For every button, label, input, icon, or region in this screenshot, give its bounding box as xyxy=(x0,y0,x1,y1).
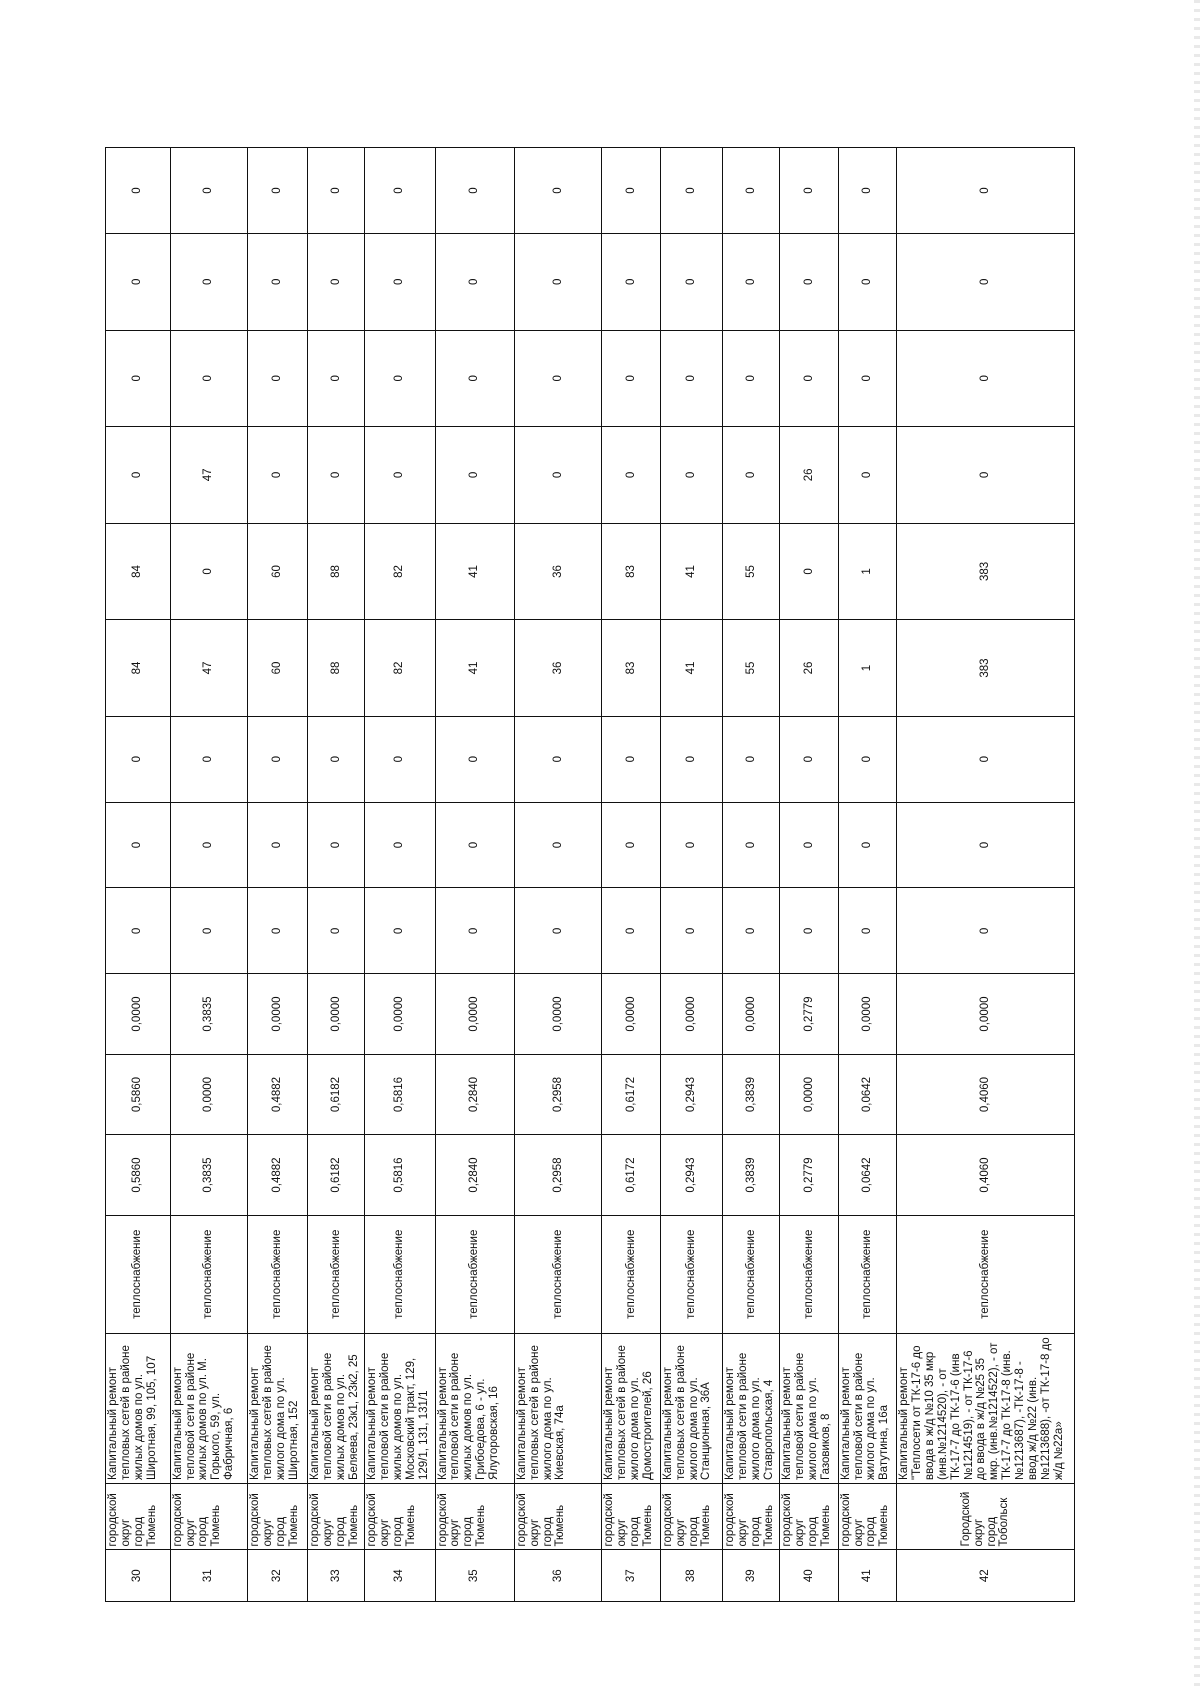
cell-v9: 0 xyxy=(897,427,1075,524)
cell-v6: 0 xyxy=(897,716,1075,802)
cell-v11: 0 xyxy=(247,233,308,330)
cell-v11: 0 xyxy=(897,233,1075,330)
cell-v10: 0 xyxy=(308,330,365,427)
cell-v9: 0 xyxy=(435,427,514,524)
table-row xyxy=(247,148,308,1602)
cell-v5: 0 xyxy=(435,802,514,888)
cell-type: теплоснабжение xyxy=(660,1215,723,1333)
cell-v2: 0,0000 xyxy=(170,1054,247,1134)
cell-v6: 0 xyxy=(723,716,780,802)
scan-edge-artifact xyxy=(1194,0,1200,1686)
cell-v2: 0,5816 xyxy=(365,1054,435,1134)
cell-v3: 0,0000 xyxy=(106,974,171,1054)
table-row xyxy=(838,148,896,1602)
cell-v8: 88 xyxy=(308,523,365,620)
cell-v2: 0,6172 xyxy=(602,1054,660,1134)
cell-no: 40 xyxy=(780,1550,838,1602)
cell-desc: Капитальный ремонт тепловой сети в районе жилых домов по ул. Московский тракт, 129, 129/1, 131, 131/1 xyxy=(365,1333,435,1483)
cell-v12: 0 xyxy=(723,148,780,234)
table-row xyxy=(308,148,365,1602)
cell-no: 31 xyxy=(170,1550,247,1602)
table-container xyxy=(105,147,1075,1602)
cell-v11: 0 xyxy=(435,233,514,330)
cell-v8: 55 xyxy=(723,523,780,620)
cell-desc: Капитальный ремонт тепловой сети в районе жилого дома по ул. Ставропольская, 4 xyxy=(723,1333,780,1483)
cell-v6: 0 xyxy=(838,716,896,802)
cell-v4: 0 xyxy=(106,888,171,974)
cell-v12: 0 xyxy=(365,148,435,234)
cell-v2: 0,0642 xyxy=(838,1054,896,1134)
cell-v7: 41 xyxy=(435,620,514,717)
cell-v6: 0 xyxy=(247,716,308,802)
cell-v8: 60 xyxy=(247,523,308,620)
cell-v9: 0 xyxy=(723,427,780,524)
cell-v1: 0,4060 xyxy=(897,1135,1075,1215)
cell-mun: городской округ город Тюмень xyxy=(247,1483,308,1550)
cell-type: теплоснабжение xyxy=(897,1215,1075,1333)
cell-no: 42 xyxy=(897,1550,1075,1602)
cell-v10: 0 xyxy=(435,330,514,427)
cell-v6: 0 xyxy=(365,716,435,802)
cell-v4: 0 xyxy=(602,888,660,974)
cell-v11: 0 xyxy=(660,233,723,330)
cell-v6: 0 xyxy=(602,716,660,802)
cell-desc: Капитальный ремонт тепловых сетей в районе жилого дома по ул. Киевская, 74а xyxy=(514,1333,602,1483)
cell-desc: Капитальный ремонт тепловой сети в районе жилого дома по ул. Ватутина, 16а xyxy=(838,1333,896,1483)
cell-v3: 0,0000 xyxy=(435,974,514,1054)
cell-v10: 0 xyxy=(514,330,602,427)
table-row xyxy=(602,148,660,1602)
cell-v4: 0 xyxy=(247,888,308,974)
cell-v8: 82 xyxy=(365,523,435,620)
cell-desc: Капитальный ремонт тепловой сети в районе жилых домов по ул. Беляева, 23к1, 23к2, 25 xyxy=(308,1333,365,1483)
table-body xyxy=(106,148,1075,1602)
cell-no: 39 xyxy=(723,1550,780,1602)
cell-v7: 26 xyxy=(780,620,838,717)
cell-v8: 0 xyxy=(170,523,247,620)
cell-v5: 0 xyxy=(897,802,1075,888)
cell-desc: Капитальный ремонт тепловых сетей в районе жилого дома по ул. Широтная, 152 xyxy=(247,1333,308,1483)
cell-v7: 47 xyxy=(170,620,247,717)
cell-v7: 55 xyxy=(723,620,780,717)
cell-v11: 0 xyxy=(170,233,247,330)
cell-v12: 0 xyxy=(435,148,514,234)
cell-v3: 0,0000 xyxy=(602,974,660,1054)
cell-v4: 0 xyxy=(365,888,435,974)
cell-v9: 0 xyxy=(106,427,171,524)
cell-desc: Капитальный ремонт тепловых сетей в районе жилого дома по ул. Станционная, 36А xyxy=(660,1333,723,1483)
cell-v12: 0 xyxy=(247,148,308,234)
cell-no: 38 xyxy=(660,1550,723,1602)
cell-v7: 60 xyxy=(247,620,308,717)
cell-v1: 0,2943 xyxy=(660,1135,723,1215)
cell-v5: 0 xyxy=(308,802,365,888)
cell-v7: 36 xyxy=(514,620,602,717)
cell-type: теплоснабжение xyxy=(247,1215,308,1333)
cell-no: 37 xyxy=(602,1550,660,1602)
cell-v11: 0 xyxy=(106,233,171,330)
cell-v7: 84 xyxy=(106,620,171,717)
cell-v4: 0 xyxy=(514,888,602,974)
cell-v3: 0,0000 xyxy=(897,974,1075,1054)
cell-mun: городской округ город Тюмень xyxy=(723,1483,780,1550)
cell-v12: 0 xyxy=(170,148,247,234)
cell-v2: 0,3839 xyxy=(723,1054,780,1134)
cell-v1: 0,0642 xyxy=(838,1135,896,1215)
cell-mun: городской округ город Тюмень xyxy=(780,1483,838,1550)
cell-v4: 0 xyxy=(435,888,514,974)
cell-mun: городской округ город Тюмень xyxy=(170,1483,247,1550)
cell-v11: 0 xyxy=(723,233,780,330)
cell-v2: 0,4882 xyxy=(247,1054,308,1134)
cell-v2: 0,2958 xyxy=(514,1054,602,1134)
cell-v6: 0 xyxy=(435,716,514,802)
cell-v12: 0 xyxy=(514,148,602,234)
cell-v8: 383 xyxy=(897,523,1075,620)
cell-v9: 0 xyxy=(514,427,602,524)
cell-no: 41 xyxy=(838,1550,896,1602)
cell-v11: 0 xyxy=(838,233,896,330)
cell-v2: 0,2840 xyxy=(435,1054,514,1134)
cell-no: 35 xyxy=(435,1550,514,1602)
cell-v8: 83 xyxy=(602,523,660,620)
cell-type: теплоснабжение xyxy=(514,1215,602,1333)
cell-v3: 0,0000 xyxy=(365,974,435,1054)
table-row xyxy=(514,148,602,1602)
cell-v2: 0,0000 xyxy=(780,1054,838,1134)
cell-v8: 1 xyxy=(838,523,896,620)
cell-v9: 0 xyxy=(365,427,435,524)
cell-v1: 0,4882 xyxy=(247,1135,308,1215)
cell-no: 33 xyxy=(308,1550,365,1602)
cell-v11: 0 xyxy=(780,233,838,330)
cell-mun: городской округ город Тюмень xyxy=(106,1483,171,1550)
repair-program-table xyxy=(105,147,1075,1602)
cell-v1: 0,6172 xyxy=(602,1135,660,1215)
cell-type: теплоснабжение xyxy=(780,1215,838,1333)
cell-v4: 0 xyxy=(897,888,1075,974)
cell-v12: 0 xyxy=(897,148,1075,234)
cell-v9: 0 xyxy=(247,427,308,524)
cell-v8: 0 xyxy=(780,523,838,620)
cell-v3: 0,0000 xyxy=(247,974,308,1054)
cell-v5: 0 xyxy=(106,802,171,888)
cell-v7: 83 xyxy=(602,620,660,717)
cell-desc: Капитальный ремонт тепловой сети в районе жилого дома по ул. Газовиков, 8 xyxy=(780,1333,838,1483)
cell-v9: 47 xyxy=(170,427,247,524)
cell-v10: 0 xyxy=(780,330,838,427)
cell-v1: 0,3839 xyxy=(723,1135,780,1215)
cell-mun: городской округ город Тюмень xyxy=(435,1483,514,1550)
cell-v7: 1 xyxy=(838,620,896,717)
cell-v10: 0 xyxy=(602,330,660,427)
cell-type: теплоснабжение xyxy=(723,1215,780,1333)
cell-type: теплоснабжение xyxy=(602,1215,660,1333)
cell-v6: 0 xyxy=(780,716,838,802)
cell-v8: 36 xyxy=(514,523,602,620)
cell-v1: 0,5816 xyxy=(365,1135,435,1215)
cell-v10: 0 xyxy=(106,330,171,427)
cell-mun: городской округ город Тюмень xyxy=(308,1483,365,1550)
cell-v7: 383 xyxy=(897,620,1075,717)
cell-v2: 0,4060 xyxy=(897,1054,1075,1134)
cell-desc: Капитальный ремонт тепловых сетей в районе жилого дома по ул. Домостроителей, 26 xyxy=(602,1333,660,1483)
cell-v3: 0,0000 xyxy=(514,974,602,1054)
cell-v6: 0 xyxy=(660,716,723,802)
cell-v1: 0,2779 xyxy=(780,1135,838,1215)
cell-v12: 0 xyxy=(780,148,838,234)
table-row xyxy=(365,148,435,1602)
cell-v3: 0,0000 xyxy=(838,974,896,1054)
cell-v9: 0 xyxy=(660,427,723,524)
cell-v9: 0 xyxy=(308,427,365,524)
table-row xyxy=(106,148,171,1602)
cell-v2: 0,2943 xyxy=(660,1054,723,1134)
cell-mun: городской округ город Тюмень xyxy=(365,1483,435,1550)
cell-v6: 0 xyxy=(106,716,171,802)
cell-type: теплоснабжение xyxy=(106,1215,171,1333)
cell-v2: 0,6182 xyxy=(308,1054,365,1134)
cell-v11: 0 xyxy=(514,233,602,330)
cell-v7: 82 xyxy=(365,620,435,717)
cell-v1: 0,3835 xyxy=(170,1135,247,1215)
cell-v5: 0 xyxy=(514,802,602,888)
cell-v8: 84 xyxy=(106,523,171,620)
cell-v1: 0,2958 xyxy=(514,1135,602,1215)
cell-v12: 0 xyxy=(660,148,723,234)
cell-desc: Капитальный ремонт тепловой сети в районе жилых домов по ул. М. Горького, 59, ул. Фабричная, 6 xyxy=(170,1333,247,1483)
cell-v4: 0 xyxy=(838,888,896,974)
cell-v11: 0 xyxy=(308,233,365,330)
cell-v6: 0 xyxy=(170,716,247,802)
cell-v4: 0 xyxy=(780,888,838,974)
cell-type: теплоснабжение xyxy=(838,1215,896,1333)
cell-no: 34 xyxy=(365,1550,435,1602)
cell-v9: 0 xyxy=(838,427,896,524)
cell-mun: городской округ город Тюмень xyxy=(660,1483,723,1550)
cell-desc: Капитальный ремонт "Теплосети от ТК-17-6 до ввода в ж/д №10 35 мкр (инв.№1214520), - от ТК-17-7 до ТК-17-6 (инв №1214519), - от ТК-17-6 до ввода в ж/д №25 35 мкр. (инв.№1214522), - от ТК-17-7 до ТК-17-8 (инв.№1213687), -ТК-17-8 - ввод ж/д №22 (инв.№1213688), -от ТК-17-8 до ж/д №22а» xyxy=(897,1333,1075,1483)
cell-v12: 0 xyxy=(106,148,171,234)
cell-v5: 0 xyxy=(365,802,435,888)
cell-desc: Капитальный ремонт тепловых сетей в районе жилых домов по ул. Широтная, 99, 105, 107 xyxy=(106,1333,171,1483)
cell-v5: 0 xyxy=(780,802,838,888)
cell-v5: 0 xyxy=(660,802,723,888)
cell-v12: 0 xyxy=(308,148,365,234)
cell-v4: 0 xyxy=(723,888,780,974)
cell-v8: 41 xyxy=(435,523,514,620)
cell-v5: 0 xyxy=(723,802,780,888)
cell-v10: 0 xyxy=(838,330,896,427)
table-row xyxy=(897,148,1075,1602)
cell-no: 36 xyxy=(514,1550,602,1602)
cell-type: теплоснабжение xyxy=(308,1215,365,1333)
table-row xyxy=(435,148,514,1602)
cell-mun: городской округ город Тюмень xyxy=(838,1483,896,1550)
table-row xyxy=(723,148,780,1602)
cell-no: 30 xyxy=(106,1550,171,1602)
cell-v5: 0 xyxy=(247,802,308,888)
cell-v10: 0 xyxy=(247,330,308,427)
cell-mun: городской округ город Тюмень xyxy=(514,1483,602,1550)
cell-v1: 0,5860 xyxy=(106,1135,171,1215)
cell-v3: 0,3835 xyxy=(170,974,247,1054)
cell-v11: 0 xyxy=(365,233,435,330)
cell-v12: 0 xyxy=(838,148,896,234)
cell-v10: 0 xyxy=(170,330,247,427)
cell-desc: Капитальный ремонт тепловой сети в районе жилых домов по ул. Грибоедова, 6 - ул. Ялуторовская, 16 xyxy=(435,1333,514,1483)
cell-mun: городской округ город Тюмень xyxy=(602,1483,660,1550)
cell-v1: 0,2840 xyxy=(435,1135,514,1215)
cell-v7: 41 xyxy=(660,620,723,717)
cell-v3: 0,0000 xyxy=(660,974,723,1054)
cell-v4: 0 xyxy=(308,888,365,974)
cell-no: 32 xyxy=(247,1550,308,1602)
cell-v6: 0 xyxy=(514,716,602,802)
cell-v2: 0,5860 xyxy=(106,1054,171,1134)
cell-v4: 0 xyxy=(170,888,247,974)
cell-v9: 0 xyxy=(602,427,660,524)
cell-v8: 41 xyxy=(660,523,723,620)
cell-v9: 26 xyxy=(780,427,838,524)
cell-v10: 0 xyxy=(897,330,1075,427)
cell-type: теплоснабжение xyxy=(170,1215,247,1333)
cell-v1: 0,6182 xyxy=(308,1135,365,1215)
table-row xyxy=(780,148,838,1602)
cell-v6: 0 xyxy=(308,716,365,802)
cell-v3: 0,2779 xyxy=(780,974,838,1054)
cell-v10: 0 xyxy=(723,330,780,427)
cell-v10: 0 xyxy=(660,330,723,427)
cell-v10: 0 xyxy=(365,330,435,427)
cell-v5: 0 xyxy=(602,802,660,888)
cell-type: теплоснабжение xyxy=(435,1215,514,1333)
table-row xyxy=(660,148,723,1602)
cell-v12: 0 xyxy=(602,148,660,234)
cell-v5: 0 xyxy=(170,802,247,888)
cell-v7: 88 xyxy=(308,620,365,717)
cell-v11: 0 xyxy=(602,233,660,330)
cell-v4: 0 xyxy=(660,888,723,974)
cell-v5: 0 xyxy=(838,802,896,888)
table-row xyxy=(170,148,247,1602)
cell-mun: Городской округ город Тобольск xyxy=(897,1483,1075,1550)
cell-v3: 0,0000 xyxy=(723,974,780,1054)
cell-v3: 0,0000 xyxy=(308,974,365,1054)
cell-type: теплоснабжение xyxy=(365,1215,435,1333)
